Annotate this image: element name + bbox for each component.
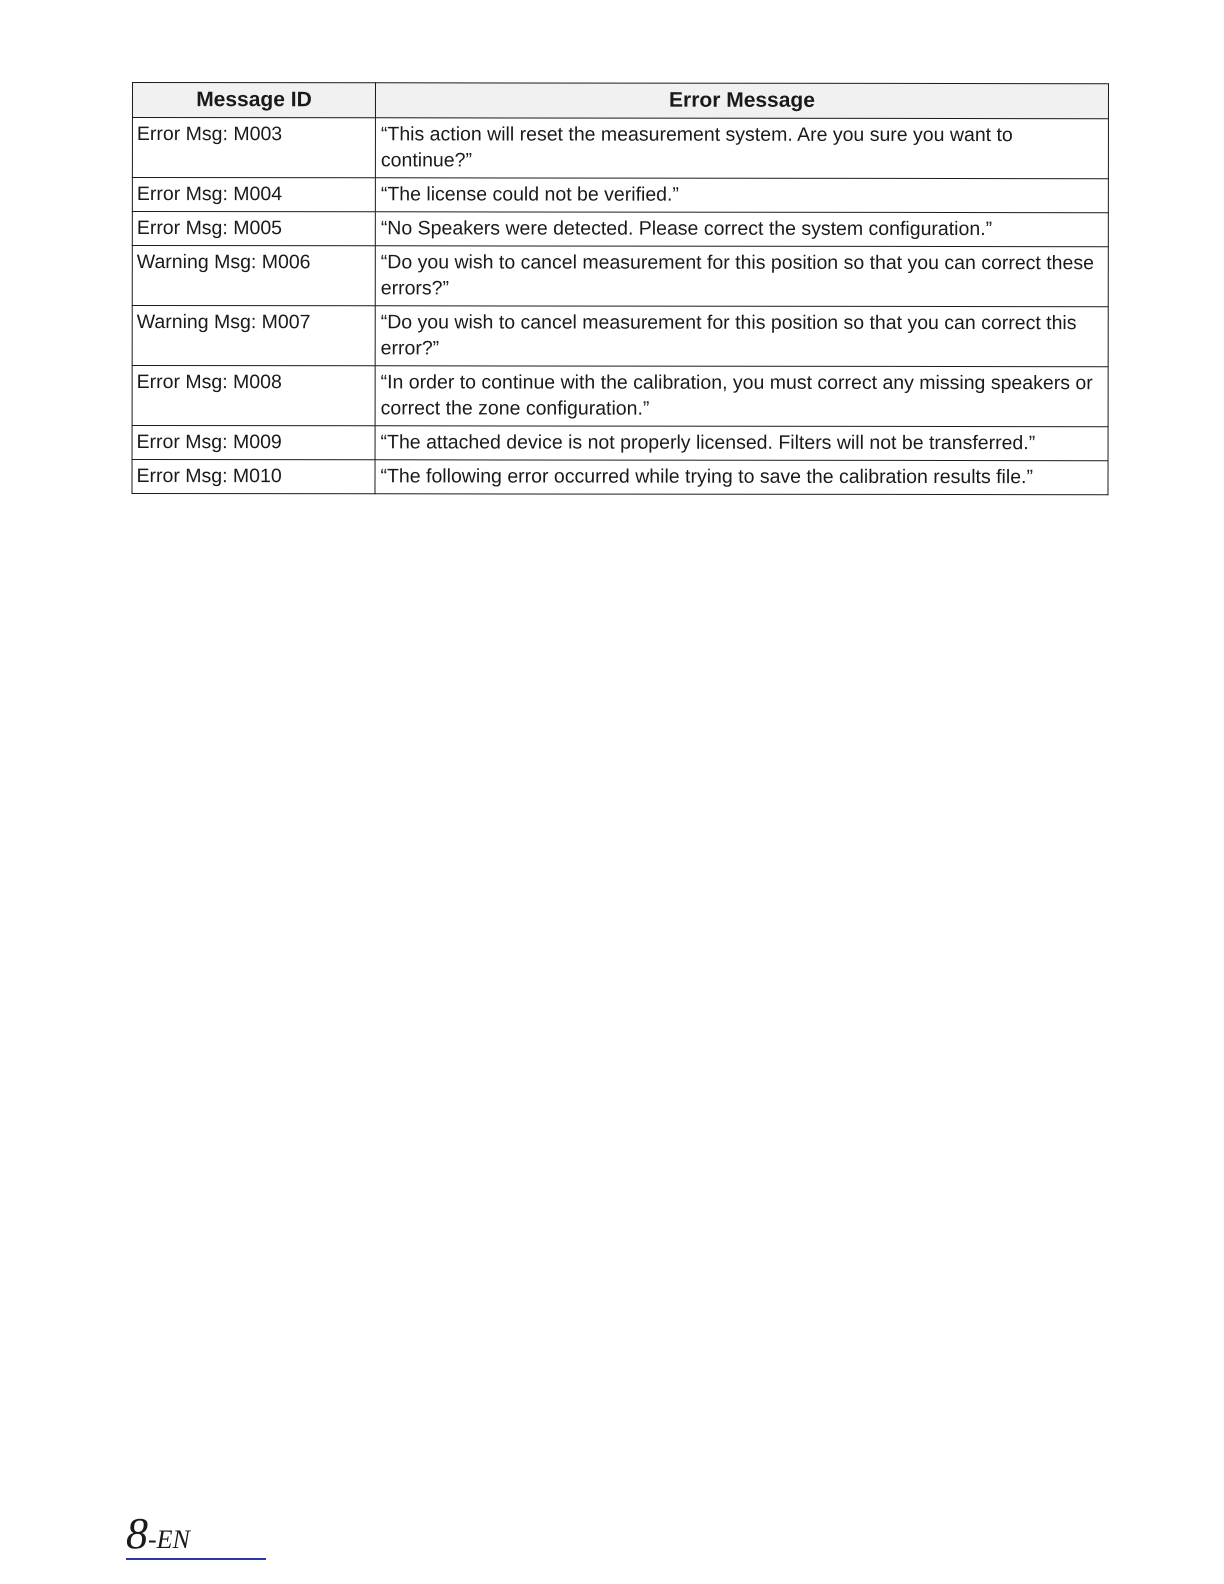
- message-id-cell: Warning Msg: M006: [132, 246, 375, 306]
- error-message-cell: “The following error occurred while trying to save the calibration results file.”: [375, 460, 1108, 495]
- message-id-cell: Error Msg: M005: [132, 212, 375, 246]
- table-header-row: [132, 83, 1108, 119]
- page-number-digit: 8: [126, 1509, 148, 1558]
- error-message-cell: “No Speakers were detected. Please correct the system configuration.”: [375, 212, 1108, 247]
- message-id-cell: Error Msg: M010: [132, 460, 375, 494]
- header-message-id: Message ID: [132, 83, 375, 118]
- page-number: [126, 1508, 190, 1559]
- error-message-cell: “Do you wish to cancel measurement for this position so that you can correct these errors?”: [375, 246, 1108, 307]
- message-id-cell: Error Msg: M009: [132, 426, 375, 460]
- error-message-cell: “The license could not be verified.”: [375, 178, 1108, 213]
- message-id-cell: Error Msg: M008: [132, 366, 375, 426]
- message-id-cell: Warning Msg: M007: [132, 306, 375, 366]
- table-row: [132, 212, 1108, 247]
- error-message-cell: “In order to continue with the calibration, you must correct any missing speakers or correct the zone configuration.”: [375, 366, 1108, 427]
- error-message-table: [131, 82, 1109, 495]
- table-row: [132, 460, 1108, 495]
- page-number-underline: [126, 1558, 266, 1560]
- message-id-cell: Error Msg: M003: [132, 118, 375, 178]
- message-id-cell: Error Msg: M004: [132, 178, 375, 212]
- table-row: [132, 246, 1108, 307]
- error-message-cell: “The attached device is not properly licensed. Filters will not be transferred.”: [375, 426, 1108, 461]
- page-number-suffix: -EN: [148, 1525, 190, 1554]
- table-row: [132, 366, 1108, 427]
- table-row: [132, 178, 1108, 213]
- table-row: [132, 118, 1108, 179]
- table-row: [132, 306, 1108, 367]
- table-row: [132, 426, 1108, 461]
- error-message-cell: “This action will reset the measurement system. Are you sure you want to continue?”: [375, 118, 1108, 179]
- error-message-cell: “Do you wish to cancel measurement for this position so that you can correct this error?”: [375, 306, 1108, 367]
- header-error-message: Error Message: [375, 83, 1108, 119]
